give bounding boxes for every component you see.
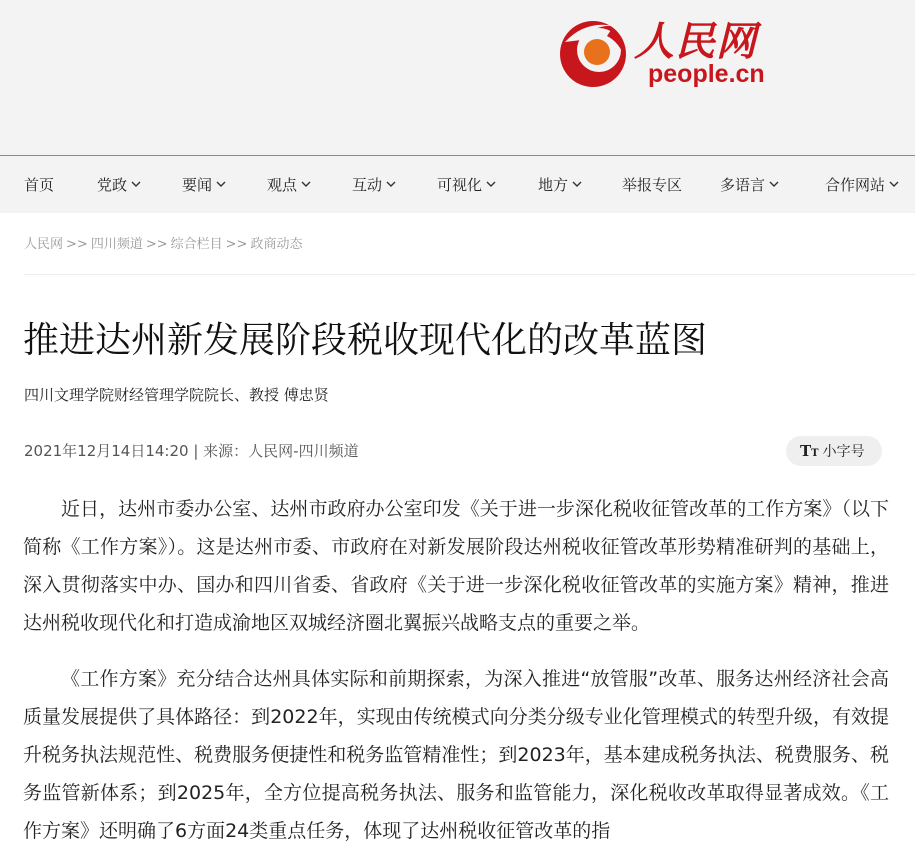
nav-item-label: 党政 (97, 176, 128, 194)
font-size-icon: TT (800, 442, 819, 460)
logo-english-text: people.cn (648, 60, 765, 88)
breadcrumb-item-people[interactable]: 人民网 (24, 237, 64, 252)
nav-item-interactive[interactable] (352, 156, 396, 214)
breadcrumb-separator: >> (225, 237, 248, 252)
nav-item-news[interactable] (182, 156, 226, 214)
nav-item-partners[interactable] (825, 156, 899, 214)
chevron-down-icon (301, 179, 311, 189)
nav-item-label: 要闻 (182, 176, 213, 194)
article-title: 推进达州新发展阶段税收现代化的改革蓝图 (23, 320, 708, 361)
chevron-down-icon (889, 179, 899, 189)
breadcrumb-separator: >> (66, 237, 88, 252)
nav-item-label: 地方 (538, 176, 569, 194)
breadcrumb (24, 233, 302, 252)
nav-item-visual[interactable] (437, 156, 496, 214)
nav-item-label: 举报专区 (622, 176, 683, 194)
font-size-toggle-button[interactable] (786, 436, 882, 466)
main-nav (0, 155, 915, 213)
logo-swirl-icon (555, 12, 635, 92)
breadcrumb-item-sichuan[interactable]: 四川频道 (90, 237, 143, 252)
nav-item-label: 首页 (24, 176, 55, 194)
article-paragraph: 近日，达州市委办公室、达州市政府办公室印发《关于进一步深化税收征管改革的工作方案》（以下简称《工作方案》）。这是达州市委、市政府在对新发展阶段达州税收征管改革形势精准研判的基础上，深入贯彻落实中办、国办和四川省委、省政府《关于进一步深化税收征管改革的实施方案》精神，推进达州税收现代化和打造成渝地区双城经济圈北翼振兴战略支点的重要之举。 (23, 498, 889, 634)
nav-item-politics[interactable] (97, 156, 141, 214)
nav-item-report[interactable] (622, 156, 682, 214)
font-size-toggle-label: 小字号 (822, 444, 865, 460)
nav-item-local[interactable] (538, 156, 582, 214)
breadcrumb-item-business[interactable]: 政商动态 (250, 237, 303, 252)
article-meta: 2021年12月14日14:20 | 来源：人民网-四川频道 (24, 442, 359, 460)
article-body (23, 490, 889, 848)
nav-item-label: 可视化 (437, 176, 483, 194)
nav-item-home[interactable] (24, 156, 54, 214)
nav-item-label: 合作网站 (825, 176, 886, 194)
chevron-down-icon (486, 179, 496, 189)
breadcrumb-divider (24, 274, 915, 275)
chevron-down-icon (216, 179, 226, 189)
breadcrumb-item-general[interactable]: 综合栏目 (170, 237, 223, 252)
people-cn-logo[interactable] (555, 8, 775, 96)
article-paragraph: 《工作方案》充分结合达州具体实际和前期探索，为深入推进“放管服”改革、服务达州经济社会高质量发展提供了具体路径：到2022年，实现由传统模式向分类分级专业化管理模式的转型升级，有效提升税务执法规范性、税费服务便捷性和税务监管精准性；到2023年，基本建成税务执法、税费服务、税务监管新体系；到2025年，全方位提高税务执法、服务和监管能力，深化税收改革取得显著成效。《工作方案》还明确了6方面24类重点任务，体现了达州税收征管改革的指 (23, 668, 889, 842)
chevron-down-icon (131, 179, 141, 189)
logo-chinese-text: 人民网 (634, 18, 757, 65)
article-author: 四川文理学院财经管理学院院长、教授 傅忠贤 (24, 386, 329, 404)
nav-item-opinion[interactable] (267, 156, 311, 214)
site-header (0, 0, 915, 155)
nav-item-label: 互动 (352, 176, 383, 194)
breadcrumb-separator: >> (145, 237, 168, 252)
chevron-down-icon (572, 179, 582, 189)
nav-item-languages[interactable] (720, 156, 779, 214)
nav-item-label: 观点 (267, 176, 298, 194)
nav-item-label: 多语言 (720, 176, 766, 194)
chevron-down-icon (386, 179, 396, 189)
chevron-down-icon (769, 179, 779, 189)
